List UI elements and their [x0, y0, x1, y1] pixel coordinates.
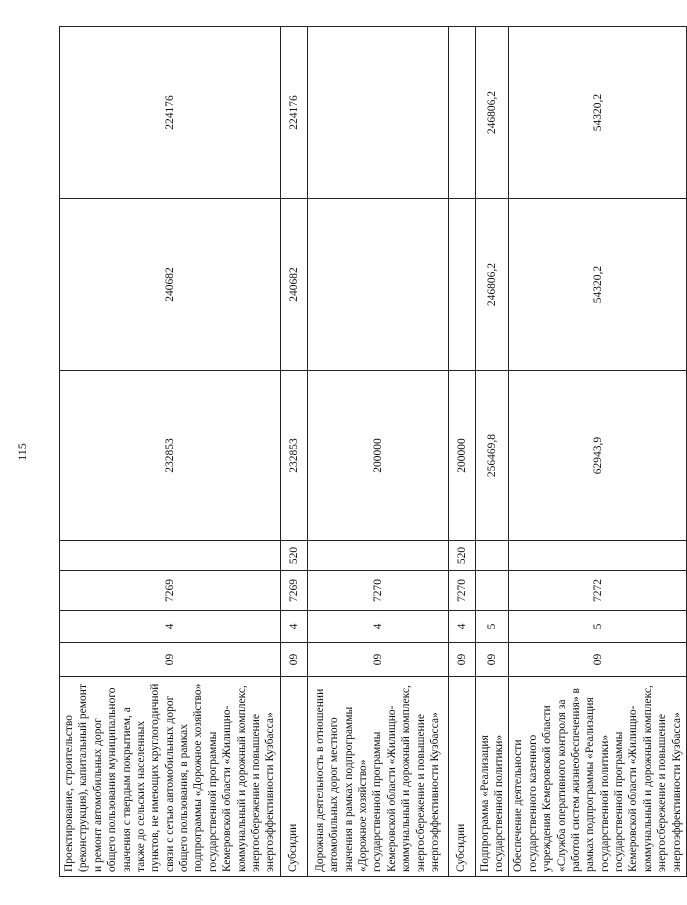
amount-year-1: 62943,9 [509, 371, 687, 541]
table-row [280, 27, 307, 877]
target-article-code: 7269 [60, 571, 281, 611]
subprogram-code: 4 [280, 611, 307, 643]
row-name: Субсидии [280, 677, 307, 877]
rotated-table-container [59, 27, 683, 877]
target-article-code: 7269 [280, 571, 307, 611]
subprogram-code: 4 [307, 611, 448, 643]
amount-year-3 [448, 27, 475, 199]
subprogram-code: 5 [475, 611, 509, 643]
amount-year-3: 224176 [60, 27, 281, 199]
amount-year-1: 256469,8 [475, 371, 509, 541]
amount-year-2: 246806,2 [475, 199, 509, 371]
target-article-code [475, 571, 509, 611]
section-code: 09 [509, 643, 687, 677]
expense-type-code [509, 541, 687, 571]
row-name: Подпрограмма «Реализация государственной политики» [475, 677, 509, 877]
row-name: Дорожная деятельность в отношении автомобильных дорог местного значения в рамках подпрограммы «Дорожное хозяйство» государственной программы Кемеровской области «Жилищно-коммунальный и дорожный комплекс, энергосбережение и повышение энергоэффективности Кузбасса» [307, 677, 448, 877]
section-code: 09 [280, 643, 307, 677]
target-article-code: 7270 [448, 571, 475, 611]
amount-year-1: 200000 [307, 371, 448, 541]
row-name: Субсидии [448, 677, 475, 877]
expense-type-code: 520 [448, 541, 475, 571]
section-code: 09 [448, 643, 475, 677]
expense-type-code [307, 541, 448, 571]
section-code: 09 [307, 643, 448, 677]
amount-year-1: 200000 [448, 371, 475, 541]
budget-table [59, 26, 687, 877]
row-name: Обеспечение деятельности государственного казенного учреждения Кемеровской области «Служба оперативного контроля за работой систем жизнеобеспечения» в рамках подпрограммы «Реализация государственной политики» государственной программы Кемеровской области «Жилищно-коммунальный и дорожный комплекс, энергосбережение и повышение энергоэффективности Кузбасса» [509, 677, 687, 877]
table-row [509, 27, 687, 877]
subprogram-code: 4 [60, 611, 281, 643]
subprogram-code: 4 [448, 611, 475, 643]
amount-year-3 [307, 27, 448, 199]
expense-type-code: 520 [280, 541, 307, 571]
amount-year-2: 54320,2 [509, 199, 687, 371]
row-name: Проектирование, строительство (реконструкция), капитальный ремонт и ремонт автомобильных дорог общего пользования муниципального значения с твердым покрытием, а также до сельских населенных пунктов, не имеющих круглогодичной связи с сетью автомобильных дорог общего пользования, в рамках подпрограммы «Дорожное хозяйство» государственной программы Кемеровской области «Жилищно-коммунальный и дорожный комплекс, энергосбережение и повышение энергоэффективности Кузбасса» [60, 677, 281, 877]
table-row [60, 27, 281, 877]
amount-year-1: 232853 [280, 371, 307, 541]
table-row [448, 27, 475, 877]
subprogram-code: 5 [509, 611, 687, 643]
page-number: 115 [15, 443, 29, 461]
amount-year-2 [307, 199, 448, 371]
expense-type-code [60, 541, 281, 571]
amount-year-3: 54320,2 [509, 27, 687, 199]
table-row [475, 27, 509, 877]
amount-year-1: 232853 [60, 371, 281, 541]
amount-year-3: 246806,2 [475, 27, 509, 199]
amount-year-2 [448, 199, 475, 371]
amount-year-2: 240682 [60, 199, 281, 371]
amount-year-2: 240682 [280, 199, 307, 371]
target-article-code: 7270 [307, 571, 448, 611]
amount-year-3: 224176 [280, 27, 307, 199]
section-code: 09 [60, 643, 281, 677]
section-code: 09 [475, 643, 509, 677]
target-article-code: 7272 [509, 571, 687, 611]
table-row [307, 27, 448, 877]
expense-type-code [475, 541, 509, 571]
